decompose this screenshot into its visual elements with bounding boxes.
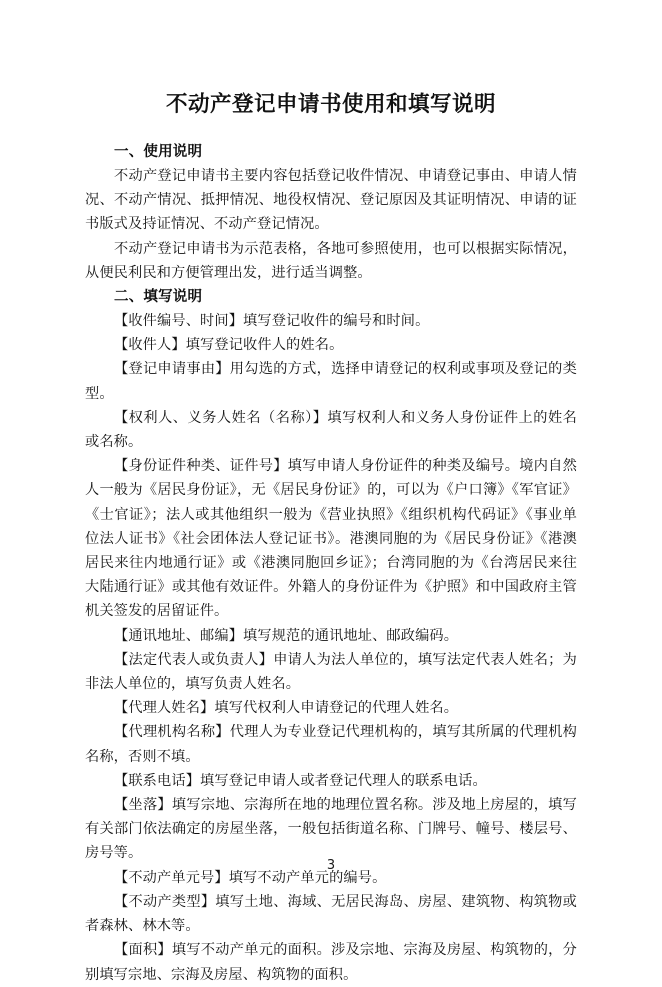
paragraph-contact-phone: 【联系电话】填写登记申请人或者登记代理人的联系电话。 bbox=[114, 772, 487, 789]
paragraph-receipt-number-time: 【收件编号、时间】填写登记收件的编号和时间。 bbox=[114, 313, 430, 330]
paragraph-address-postcode: 【通讯地址、邮编】填写规范的通讯地址、邮政编码。 bbox=[114, 627, 459, 644]
paragraph-receiver: 【收件人】填写登记收件人的姓名。 bbox=[114, 337, 344, 354]
paragraph-usage-overview: 不动产登记申请书主要内容包括登记收件情况、申请登记事由、申请人情况、不动产情况、抵押情况、地役权情况、登记原因及其证明情况、申请的证书版式及持证情况、不动产登记情况。 bbox=[85, 168, 577, 233]
paragraph-location: 【坐落】填写宗地、宗海所在地的地理位置名称。涉及地上房屋的，填写有关部门依法确定的房屋坐落，一般包括街道名称、门牌号、幢号、楼层号、房号等。 bbox=[85, 797, 577, 862]
section-heading-usage: 一、使用说明 bbox=[114, 144, 203, 160]
paragraph-usage-adjustment: 不动产登记申请书为示范表格，各地可参照使用，也可以根据实际情况，从便民利民和方便管理出发，进行适当调整。 bbox=[85, 240, 577, 281]
section-heading-filling: 二、填写说明 bbox=[114, 289, 203, 306]
paragraph-legal-representative: 【法定代表人或负责人】申请人为法人单位的，填写法定代表人姓名；为非法人单位的，填写负责人姓名。 bbox=[85, 651, 577, 693]
paragraph-property-type: 【不动产类型】填写土地、海域、无居民海岛、房屋、建筑物、构筑物或者森林、林木等。 bbox=[85, 893, 577, 935]
paragraph-id-document-type: 【身份证件种类、证件号】填写申请人身份证件的种类及编号。境内自然人一般为《居民身份证》，无《居民身份证》的，可以为《户口簿》《军官证》《士官证》；法人或其他组织一般为《营业执照》《组织机构代码证》《事业单位法人证书》《社会团体法人登记证书》。港澳同胞的为《居民身份证》《港澳居民来往内地通行证》或《港澳同胞回乡证》；台湾同胞的为《台湾居民来往大陆通行证》或其他有效证件。外籍人的身份证件为《护照》和中国政府主管机关签发的居留证件。 bbox=[85, 458, 577, 620]
paragraph-party-names: 【权利人、义务人姓名（名称）】填写权利人和义务人身份证件上的姓名或名称。 bbox=[85, 409, 577, 451]
page-title: 不动产登记申请书使用和填写说明 bbox=[165, 92, 496, 118]
paragraph-agency-name: 【代理机构名称】代理人为专业登记代理机构的，填写其所属的代理机构名称，否则不填。 bbox=[85, 724, 577, 765]
page-number: 3 bbox=[326, 858, 336, 873]
paragraph-area: 【面积】填写不动产单元的面积。涉及宗地、宗海及房屋、构筑物的，分别填写宗地、宗海及房屋、构筑物的面积。 bbox=[85, 942, 577, 983]
paragraph-agent-name: 【代理人姓名】填写代权利人申请登记的代理人姓名。 bbox=[114, 700, 459, 717]
paragraph-registration-reason: 【登记申请事由】用勾选的方式，选择申请登记的权利或事项及登记的类型。 bbox=[85, 361, 577, 402]
paragraph-property-unit-number: 【不动产单元号】填写不动产单元的编号。 bbox=[114, 869, 387, 886]
